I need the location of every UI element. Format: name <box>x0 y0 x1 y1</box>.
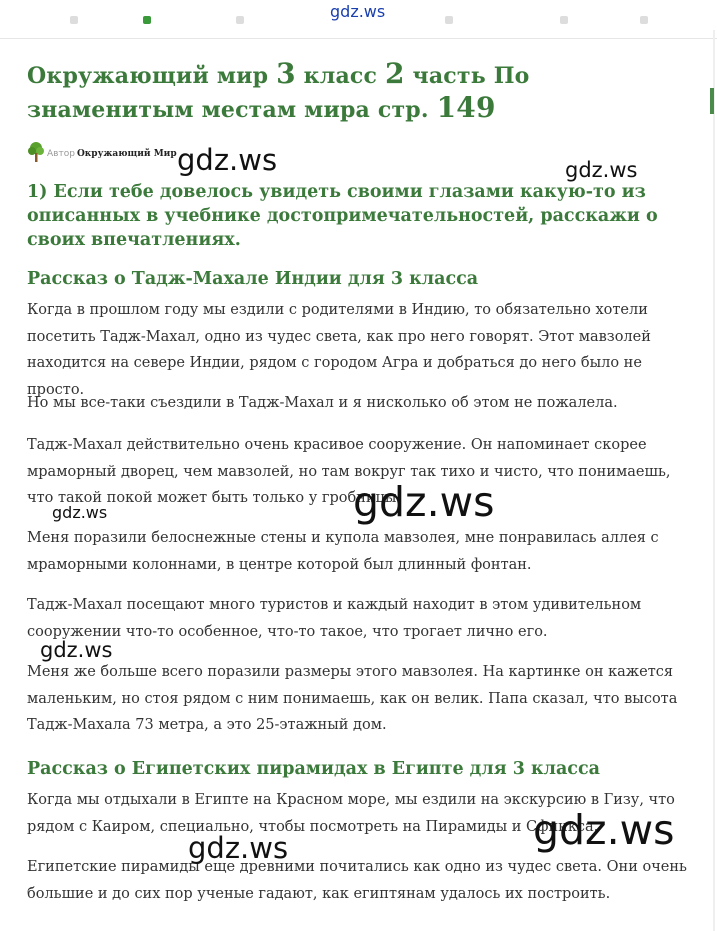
watermark: gdz.ws <box>52 503 108 522</box>
paragraph: Тадж-Махал посещают много туристов и каждый находит в этом удивительном сооружении что-то особенное, что-то такое, что трогает лично его. <box>27 597 642 640</box>
toolbar-icon <box>560 16 568 24</box>
sidebar-edge <box>713 30 715 931</box>
tree-icon <box>27 141 45 166</box>
toolbar-icon <box>445 16 453 24</box>
toolbar-icon <box>143 16 151 24</box>
watermark: gdz.ws <box>353 478 495 526</box>
paragraph: Тадж-Махал действительно очень красивое сооружение. Он напоминает скорее мраморный дворец, чем мавзолей, но там вокруг так тихо и чисто, что понимаешь, что такой покой может быть только у гробницы. <box>27 437 671 506</box>
watermark: gdz.ws <box>188 831 289 865</box>
section-heading: Рассказ о Египетских пирамидах в Египте для 3 класса <box>27 759 600 779</box>
top-bar <box>0 0 717 39</box>
paragraph: Меня поразили белоснежные стены и купола мавзолея, мне понравилась аллея с мраморными колоннами, в центре которой был длинный фонтан. <box>27 530 659 573</box>
paragraph: Но мы все-таки съездили в Тадж-Махал и я нисколько об этом не пожалела. <box>27 395 618 411</box>
author-label: Автор <box>47 149 75 159</box>
watermark: gdz.ws <box>40 638 113 662</box>
toolbar-icon <box>70 16 78 24</box>
paragraph: Когда в прошлом году мы ездили с родителями в Индию, то обязательно хотели посетить Тадж-Махал, одно из чудес света, как про него говорят. Этот мавзолей находится на севере Индии, рядом с городом Агра и добраться до него было не просто. <box>27 302 651 398</box>
author-name[interactable]: Окружающий Мир <box>76 149 177 159</box>
watermark: gdz.ws <box>533 806 675 854</box>
watermark: gdz.ws <box>330 2 386 21</box>
sidebar-accent <box>710 88 714 114</box>
author-line <box>27 141 177 163</box>
watermark: gdz.ws <box>177 143 278 177</box>
toolbar-icon <box>640 16 648 24</box>
page-title: Окружающий мир 3 класс 2 часть По знаменитым местам мира стр. 149 <box>27 57 530 124</box>
question-heading: 1) Если тебе довелось увидеть своими глазами какую-то из описанных в учебнике достопримечательностей, расскажи о своих впечатлениях. <box>27 182 658 250</box>
section-heading: Рассказ о Тадж-Махале Индии для 3 класса <box>27 269 479 289</box>
watermark: gdz.ws <box>565 158 638 182</box>
toolbar-icon <box>236 16 244 24</box>
paragraph: Египетские пирамиды еще древними почитались как одно из чудес света. Они очень большие и до сих пор ученые гадают, как египтянам удалось их построить. <box>27 859 687 902</box>
paragraph: Меня же больше всего поразили размеры этого мавзолея. На картинке он кажется маленьким, но стоя рядом с ним понимаешь, как он велик. Папа сказал, что высота Тадж-Махала 73 метра, а это 25-этажный дом. <box>27 664 678 733</box>
paragraph: Когда мы отдыхали в Египте на Красном море, мы ездили на экскурсию в Гизу, что рядом с Каиром, специально, чтобы посмотреть на Пирамиды и Сфинкса. <box>27 792 675 835</box>
